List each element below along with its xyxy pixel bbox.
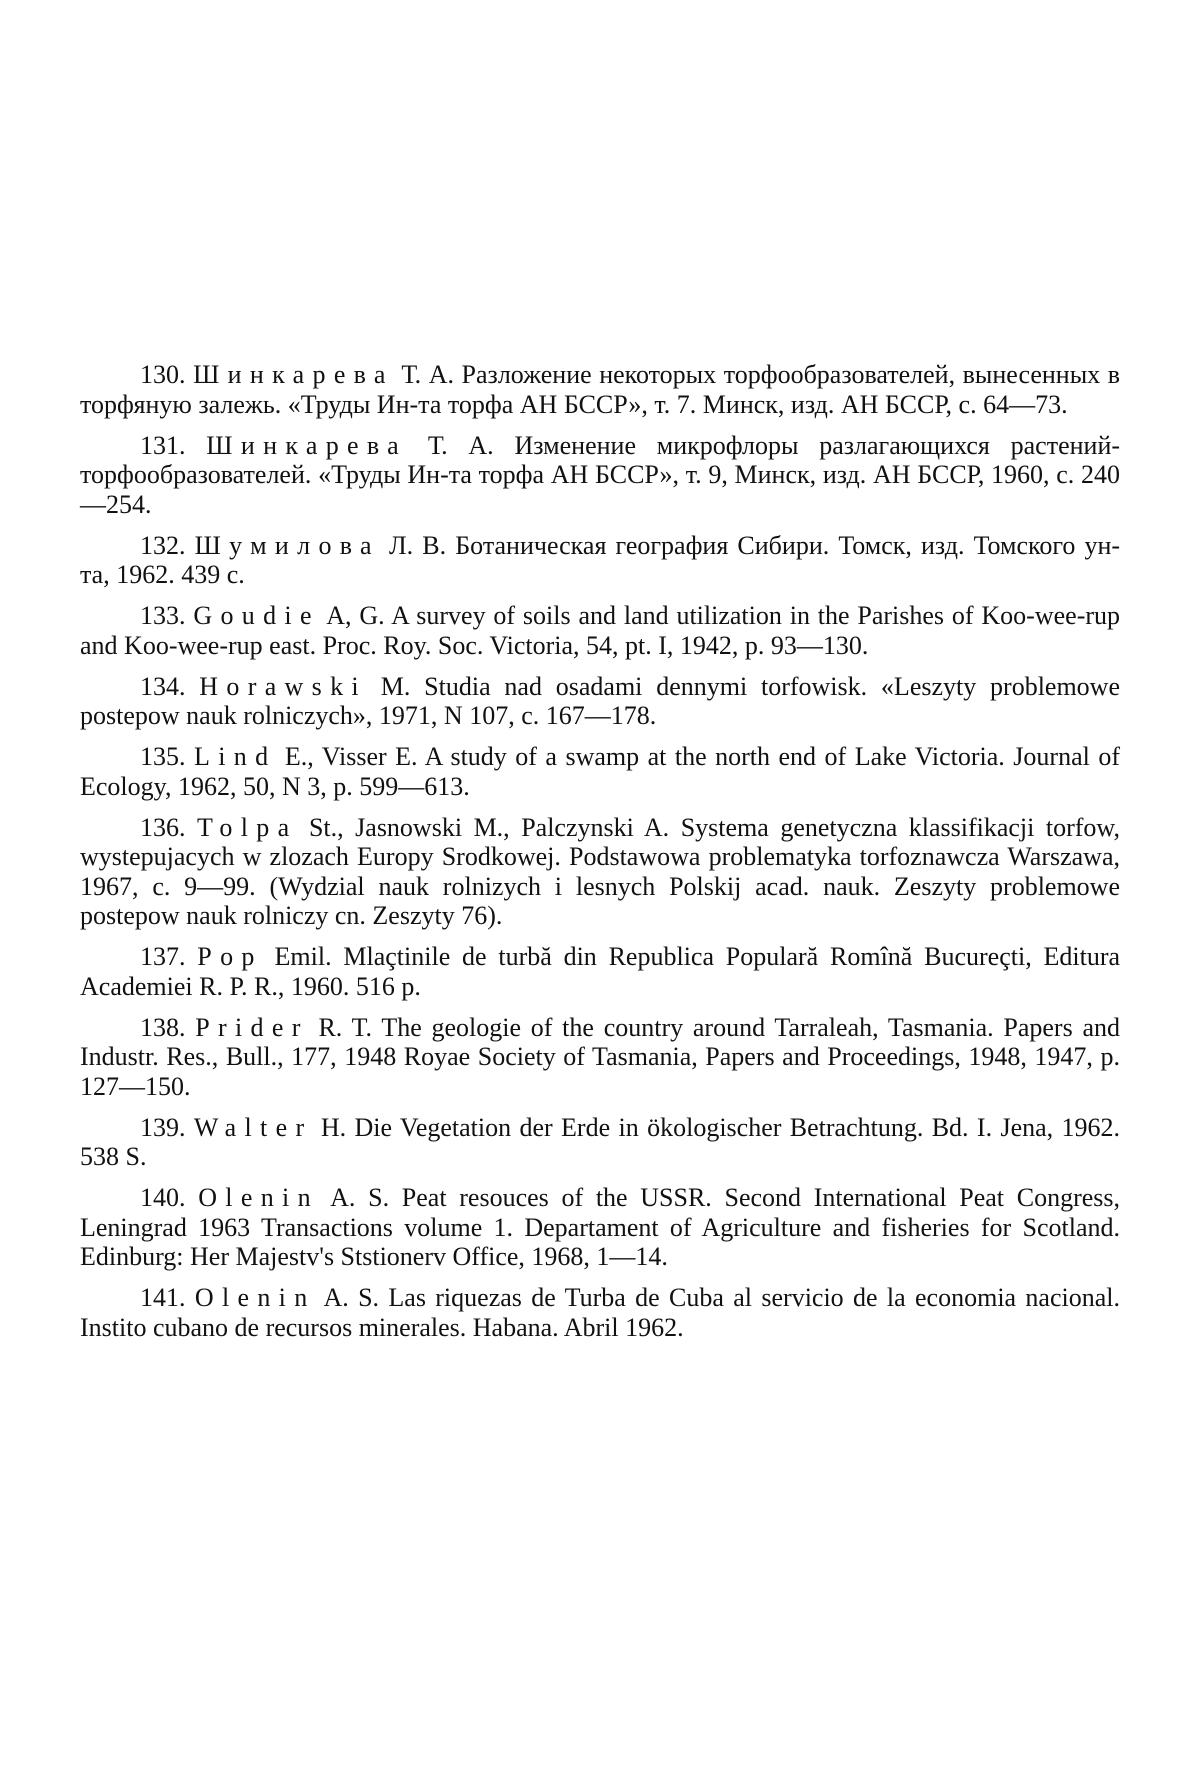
reference-author: Horawski: [199, 671, 367, 701]
reference-text: Studia nad osadami dennymi torfowisk. «Leszyty problemowe postepow nauk rolniczych», 1971, N 107, c. 167—178.: [80, 671, 1120, 730]
reference-number: 140.: [140, 1183, 186, 1212]
reference-number: 141.: [140, 1283, 186, 1312]
reference-text: Systema genetyczna klassifikacji torfow, wystepujacych w zlozach Europy Srodkowej. Podstawowa problematyka torfoznawcza Warszawa, 1967, c. 9—99. (Wydzial nauk rolnizych i lesnych Polskij acad. nauk. Zeszyty problemowe postepow nauk rolniczy cn. Zeszyty 76).: [80, 812, 1121, 930]
reference-author: Goudie: [193, 601, 320, 630]
reference-entry: [80, 601, 1120, 660]
reference-number: 135.: [140, 742, 186, 771]
reference-initials: M.: [380, 671, 411, 701]
reference-number: 137.: [140, 942, 186, 971]
reference-entry: [80, 813, 1120, 931]
reference-number: 138.: [140, 1012, 186, 1042]
reference-entry: [80, 1183, 1120, 1272]
reference-entry: [80, 531, 1120, 590]
reference-number: 134.: [140, 671, 186, 701]
reference-initials: Т. А.: [401, 360, 454, 389]
reference-number: 131.: [140, 430, 186, 460]
reference-entry: [80, 431, 1120, 520]
reference-text: Изменение микрофлоры разлагающихся растений-торфообразователей. «Труды Ин-та торфа АН БССР», т. 9, Минск, изд. АН БССР, 1960, с. 240—254.: [80, 430, 1121, 519]
reference-number: 136.: [140, 812, 186, 842]
reference-number: 133.: [140, 601, 186, 630]
reference-initials: A. S.: [330, 1183, 390, 1212]
reference-author: Olenin: [194, 1283, 316, 1312]
reference-initials: R. T.: [318, 1012, 373, 1042]
reference-entry: [80, 1113, 1120, 1172]
reference-entry: [80, 1283, 1120, 1342]
reference-list: [80, 360, 1120, 1354]
reference-number: 130.: [140, 360, 186, 389]
reference-initials: A. S.: [323, 1283, 380, 1312]
reference-initials: Л. В.: [389, 530, 447, 560]
reference-entry: [80, 742, 1120, 801]
reference-entry: [80, 942, 1120, 1001]
reference-number: 139.: [140, 1112, 186, 1142]
reference-initials: Т. А.: [427, 430, 494, 460]
reference-entry: [80, 360, 1120, 419]
reference-author: Шумилова: [194, 530, 380, 560]
reference-author: Walter: [193, 1112, 313, 1142]
reference-text: Die Vegetation der Erde in ökologischer Betrachtung. Bd. I. Jena, 1962. 538 S.: [80, 1112, 1121, 1171]
reference-author: Olenin: [198, 1183, 319, 1212]
reference-initials: Emil.: [274, 942, 332, 971]
reference-author: Lind: [194, 742, 277, 771]
reference-author: Prider: [195, 1012, 309, 1042]
reference-author: Шинкарева: [206, 430, 408, 460]
reference-initials: A, G.: [326, 601, 385, 630]
reference-text: Peat resouces of the USSR. Second International Peat Congress, Leningrad 1963 Transactions volume 1. Departament of Agriculture and fisheries for Scotland. Edinburg: Her Majestv's Ststionerv Office, 1968, 1—14.: [80, 1183, 1120, 1271]
reference-initials: St., Jasnowski M., Palczynski A.: [308, 812, 670, 842]
reference-text: Las riquezas de Turba de Cuba al servicio de la economia nacional. Instito cubano de recursos minerales. Habana. Abril 1962.: [80, 1283, 1120, 1342]
reference-author: Шинкарева: [193, 360, 394, 389]
reference-author: Tolpa: [197, 812, 298, 842]
reference-text: Mlaçtinile de turbă din Republica Populară Romînă Bucureçti, Editura Academiei R. P. R., 1960. 516 p.: [80, 942, 1121, 1001]
reference-number: 132.: [140, 530, 186, 560]
reference-entry: [80, 672, 1120, 731]
reference-initials: E., Visser E.: [284, 742, 418, 771]
reference-text: Ботаническая география Сибири. Томск, изд. Томского ун-та, 1962. 439 с.: [80, 530, 1121, 589]
reference-author: Pop: [197, 942, 263, 971]
reference-text: A study of a swamp at the north end of Lake Victoria. Journal of Ecology, 1962, 50, N 3, p. 599—613.: [80, 742, 1120, 801]
reference-text: Разложение некоторых торфообразователей, вынесенных в торфяную залежь. «Труды Ин-та торфа АН БССР», т. 7. Минск, изд. АН БССР, с. 64—73.: [80, 360, 1121, 419]
reference-text: The geologie of the country around Tarraleah, Tasmania. Papers and Industr. Res., Bull., 177, 1948 Royae Society of Tasmania, Papers and Proceedings, 1948, 1947, p. 127—150.: [80, 1012, 1120, 1101]
reference-text: A survey of soils and land utilization in the Parishes of Koo-wee-rup and Koo-wee-rup east. Proc. Roy. Soc. Victoria, 54, pt. I, 1942, p. 93—130.: [80, 601, 1121, 660]
reference-initials: H.: [320, 1112, 347, 1142]
reference-entry: [80, 1013, 1120, 1102]
